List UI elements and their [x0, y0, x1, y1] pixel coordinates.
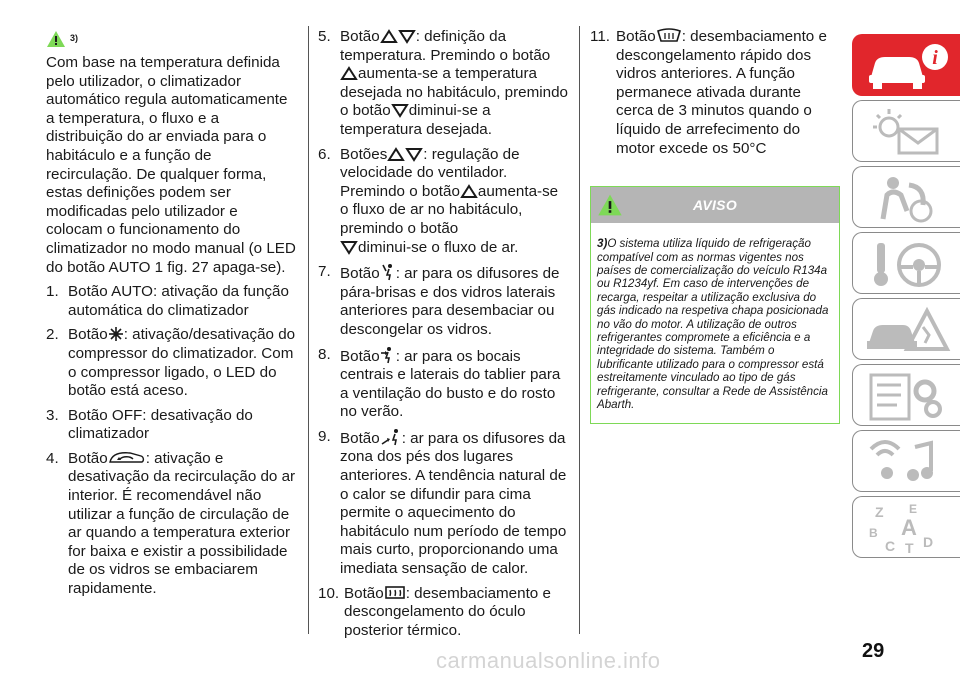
airbag-safety-icon	[863, 171, 953, 225]
ac-snowflake-icon	[108, 326, 124, 342]
windscreen-defrost-icon	[656, 28, 682, 44]
triangle-down-icon	[340, 240, 358, 255]
svg-text:C: C	[885, 538, 896, 554]
warning-ref-number: 3)	[70, 33, 79, 44]
tab-maintenance[interactable]	[852, 364, 960, 426]
tab-starting-driving[interactable]	[852, 232, 960, 294]
warning-reference	[46, 28, 298, 48]
list-item-4: 4. Botão : ativação e desativação da recirculação do ar interior. É recomendável não utilizar a função de circulação de ar quando a temperatura exterior for baixa e existir a possibilidade de os vidros se embaciarem rapidamente.	[46, 449, 296, 598]
watermark: carmanualsonline.info	[436, 648, 661, 673]
intro-paragraph: Com base na temperatura definida pelo utilizador, o climatizador automático regula automaticamente a temperatura, o fluxo e a distribuição do ar enviada para o habitáculo e a função de recirculação. De qualquer forma, estas definições podem ser modificadas pelo utilizador e colocam o funcionamento do climatizador no modo manual (o LED do botão AUTO 1 fig. 27 apaga-se).	[46, 54, 296, 276]
windscreen-air-icon	[380, 263, 396, 281]
triangle-down-icon	[391, 103, 409, 118]
svg-text:Z: Z	[875, 504, 884, 520]
column-divider	[579, 26, 580, 634]
triangle-up-icon	[460, 184, 478, 199]
tab-index[interactable]	[852, 496, 960, 558]
column-divider	[308, 26, 309, 634]
triangle-down-icon	[405, 147, 423, 162]
warning-box	[590, 186, 840, 424]
list-item-10: 10. Botão : desembaciamento e descongelamento do óculo posterior térmico.	[318, 584, 551, 639]
tab-car-info[interactable]	[852, 34, 960, 96]
text-column-2	[318, 28, 570, 646]
svg-text:A: A	[901, 515, 917, 540]
list-item-2: 2. Botão : ativação/desativação do compressor do climatizador. Com o compressor ligado, o LED do botão está aceso.	[46, 326, 296, 400]
svg-text:T: T	[905, 540, 914, 555]
chapter-tabs	[852, 34, 960, 562]
warning-box-header	[591, 187, 839, 223]
triangle-down-icon	[398, 29, 416, 44]
maintenance-gears-icon	[863, 369, 953, 423]
svg-text:D: D	[923, 534, 934, 550]
list-item-11: 11. Botão : desembaciamento e descongelamento rápido dos vidros anteriores. A função permanece ativada durante cerca de 3 minutos quando o líquido de arrefecimento do motor excede os 50°C	[590, 28, 827, 157]
tab-emergency[interactable]	[852, 298, 960, 360]
warning-triangle-icon	[46, 30, 66, 48]
car-info-icon	[863, 39, 953, 93]
feet-vent-icon	[380, 428, 402, 446]
tab-multimedia[interactable]	[852, 430, 960, 492]
list-item-3: 3. Botão OFF: desativação do climatizador	[46, 406, 253, 443]
svg-text:i: i	[932, 47, 938, 69]
multimedia-icon	[863, 435, 953, 489]
warning-box-title: AVISO	[692, 197, 738, 214]
list-item-7: 7. Botão : ar para os difusores de pára-brisas e dos vidros laterais anteriores para desembaciar ou descongelar os vidros.	[318, 263, 560, 338]
page-number: 29	[862, 640, 885, 662]
face-vent-icon	[380, 346, 396, 364]
warning-box-text: 3)O sistema utiliza líquido de refrigeração compatível com as normas vigentes nos países de comercialização do veículo R134a ou R1234yf. Em caso de intervenções de recarga, respeitar a utilização exclusiva do gás indicado na respetiva chapa posicionada no vão do motor. A utilização de outros refrigerantes compromete a eficiência e a integridade do sistema. Também o lubrificante utilizado para o compressor está estreitamente vinculado ao tipo de gás refrigerante, consultar a Rede de Assistência Abarth.	[597, 237, 829, 412]
text-column-3	[590, 28, 840, 424]
triangle-up-icon	[380, 29, 398, 44]
rear-defrost-icon	[384, 585, 406, 601]
list-item-9: 9. Botão : ar para os difusores da zona dos pés dos lugares anteriores. A tendência natural de o calor se difundir para cima permite o aquecimento do habitáculo num período de tempo mais curto, proporcionando uma imediata sensação de calor.	[318, 427, 567, 578]
text-column-1	[46, 28, 298, 605]
triangle-up-icon	[387, 147, 405, 162]
list-item-8: 8. Botão : ar para os bocais centrais e laterais do tablier para a ventilação do busto e do rosto no verão.	[318, 345, 561, 421]
list-item-1: 1. Botão AUTO: ativação da função automática do climatizador	[46, 283, 289, 319]
car-emergency-icon	[863, 303, 953, 357]
tab-dashboard-lights[interactable]	[852, 100, 960, 162]
list-item-6: 6. Botões : regulação de velocidade do ventilador. Premindo o botão aumenta-se o fluxo de ar no habitáculo, premindo o botão diminui-se o fluxo de ar.	[318, 145, 559, 256]
svg-text:E: E	[909, 502, 918, 516]
recirculation-car-icon	[108, 450, 146, 466]
list-item-5: 5. Botão : definição da temperatura. Premindo o botão aumenta-se a temperatura desejada no habitáculo, premindo o botão diminui-se a temperatura desejada.	[318, 28, 568, 138]
index-letters-icon	[863, 501, 953, 555]
svg-text:B: B	[869, 526, 878, 540]
key-steering-icon	[863, 237, 953, 291]
tab-safety[interactable]	[852, 166, 960, 228]
triangle-up-icon	[340, 66, 358, 81]
dashboard-lights-icon	[863, 105, 953, 159]
